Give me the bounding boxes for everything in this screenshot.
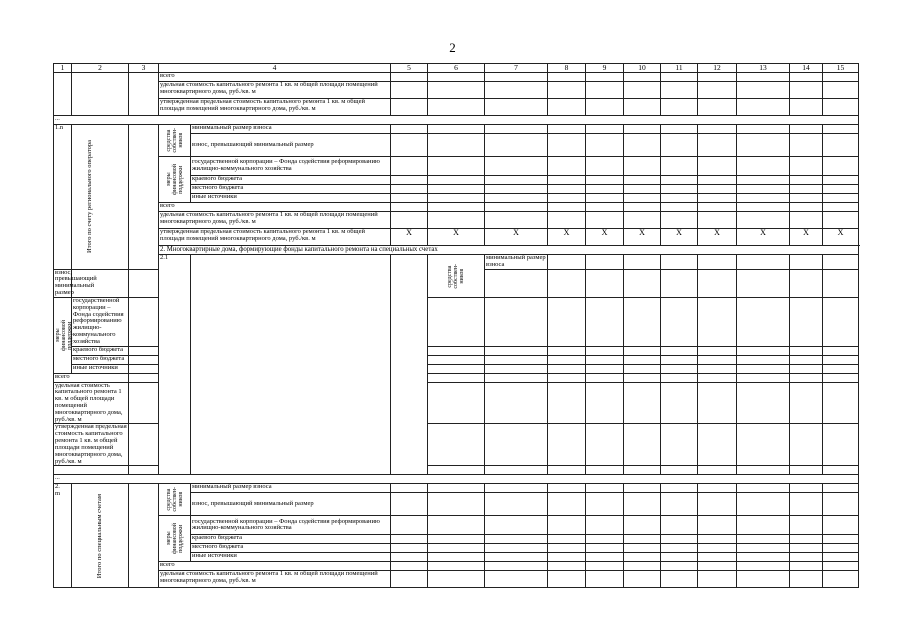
row-label: местного бюджета bbox=[191, 185, 391, 194]
ellipsis: ... bbox=[54, 116, 859, 125]
table-row bbox=[54, 82, 859, 99]
x-mark: X bbox=[624, 229, 661, 246]
capital-repair-table bbox=[53, 63, 859, 588]
table-row bbox=[54, 571, 859, 588]
row-label: местного бюджета bbox=[191, 544, 391, 553]
header-cell: 14 bbox=[790, 64, 823, 73]
header-cell: 11 bbox=[661, 64, 698, 73]
ellipsis-row bbox=[54, 116, 859, 125]
header-cell: 3 bbox=[129, 64, 159, 73]
row-number: 2.1 bbox=[159, 255, 191, 475]
header-cell: 15 bbox=[823, 64, 859, 73]
row-label: минимальный размер взноса bbox=[191, 125, 391, 134]
row-label: иные источники bbox=[72, 364, 129, 373]
row-label: удельная стоимость капитального ремонта 1 кв. м общей площади помещений многоквартирного дома, руб./кв. м bbox=[159, 82, 391, 99]
row-label: минимальный размер взноса bbox=[191, 484, 391, 493]
x-mark: X bbox=[428, 229, 485, 246]
header-cell: 12 bbox=[698, 64, 737, 73]
support-label: меры финансовой поддержки bbox=[159, 516, 191, 562]
x-mark: X bbox=[485, 229, 548, 246]
row-label: краевого бюджета bbox=[191, 535, 391, 544]
x-mark: X bbox=[586, 229, 624, 246]
table-row bbox=[54, 229, 859, 246]
row-number: 2. m bbox=[54, 484, 72, 588]
header-cell: 4 bbox=[159, 64, 391, 73]
row-label: всего bbox=[159, 562, 391, 571]
row-label: всего bbox=[54, 373, 129, 382]
header-cell: 6 bbox=[428, 64, 485, 73]
support-label: меры финансовой поддержки bbox=[54, 297, 72, 373]
page-number: 2 bbox=[449, 40, 456, 55]
row-label: утвержденная предельная стоимость капитального ремонта 1 кв. м общей площади помещений многоквартирного дома, руб./кв. м bbox=[159, 229, 391, 246]
table-row bbox=[54, 516, 859, 535]
row-label: иные источники bbox=[191, 553, 391, 562]
row-label: удельная стоимость капитального ремонта 1 кв. м общей площади помещений многоквартирного дома, руб./кв. м bbox=[54, 382, 129, 424]
row-label: всего bbox=[159, 203, 391, 212]
support-label: меры финансовой поддержки bbox=[159, 157, 191, 203]
row-label: иные источники bbox=[191, 194, 391, 203]
section-title: 2. Многоквартирные дома, формирующие фонды капитального ремонта на специальных счетах bbox=[159, 246, 859, 255]
row-label: удельная стоимость капитального ремонта 1 кв. м общей площади помещений многоквартирного дома, руб./кв. м bbox=[159, 571, 391, 588]
ellipsis: ... bbox=[54, 475, 859, 484]
row-label: всего bbox=[159, 73, 391, 82]
row-number: 1.n bbox=[54, 125, 72, 270]
row-label: государственной корпорации – Фонда содействия реформированию жилищно-коммунального хозяйства bbox=[191, 157, 391, 176]
row-label: краевого бюджета bbox=[191, 176, 391, 185]
row-label: утвержденная предельная стоимость капитального ремонта 1 кв. м общей площади помещений многоквартирного дома, руб./кв. м bbox=[159, 99, 391, 116]
row-label: местного бюджета bbox=[72, 355, 129, 364]
owners-funds-label: средства собствен- ников bbox=[159, 125, 191, 157]
x-mark: X bbox=[548, 229, 586, 246]
header-cell: 8 bbox=[548, 64, 586, 73]
row-label: утвержденная предельная стоимость капитального ремонта 1 кв. м общей площади помещений многоквартирного дома, руб./кв. м bbox=[55, 423, 127, 465]
table-row bbox=[54, 99, 859, 116]
x-mark: X bbox=[391, 229, 428, 246]
x-mark: X bbox=[661, 229, 698, 246]
x-mark: X bbox=[698, 229, 737, 246]
ellipsis-row bbox=[54, 475, 859, 484]
row-label: минимальный размер взноса bbox=[486, 254, 546, 268]
group-label: Итого по специальным счетам bbox=[72, 484, 129, 588]
group-label: Итого по счету регионального оператора bbox=[72, 125, 129, 270]
header-cell: 10 bbox=[624, 64, 661, 73]
header-cell: 13 bbox=[737, 64, 790, 73]
row-label: взнос, превышающий минимальный размер bbox=[55, 268, 97, 297]
header-cell: 5 bbox=[391, 64, 428, 73]
row-label: взнос, превышающий минимальный размер bbox=[191, 493, 391, 516]
owners-funds-label: средства собствен- ников bbox=[428, 255, 485, 298]
row-label: краевого бюджета bbox=[72, 346, 129, 355]
header-cell: 1 bbox=[54, 64, 72, 73]
row-label: государственной корпорации – Фонда содействия реформированию жилищно-коммунального хозяйства bbox=[72, 297, 129, 346]
header-cell: 2 bbox=[72, 64, 129, 73]
row-label: государственной корпорации – Фонда содействия реформированию жилищно-коммунального хозяйства bbox=[191, 516, 391, 535]
x-mark: X bbox=[823, 229, 859, 246]
row-label: удельная стоимость капитального ремонта 1 кв. м общей площади помещений многоквартирного дома, руб./кв. м bbox=[159, 212, 391, 229]
owners-funds-label: средства собствен- ников bbox=[159, 484, 191, 516]
row-label: взнос, превышающий минимальный размер bbox=[191, 134, 391, 157]
header-cell: 9 bbox=[586, 64, 624, 73]
header-cell: 7 bbox=[485, 64, 548, 73]
table-row bbox=[54, 157, 859, 176]
table-row bbox=[54, 125, 859, 134]
table-row bbox=[54, 484, 859, 493]
table-row bbox=[54, 255, 859, 270]
section-row bbox=[54, 246, 859, 255]
x-mark: X bbox=[737, 229, 790, 246]
table-row bbox=[54, 212, 859, 229]
x-mark: X bbox=[790, 229, 823, 246]
